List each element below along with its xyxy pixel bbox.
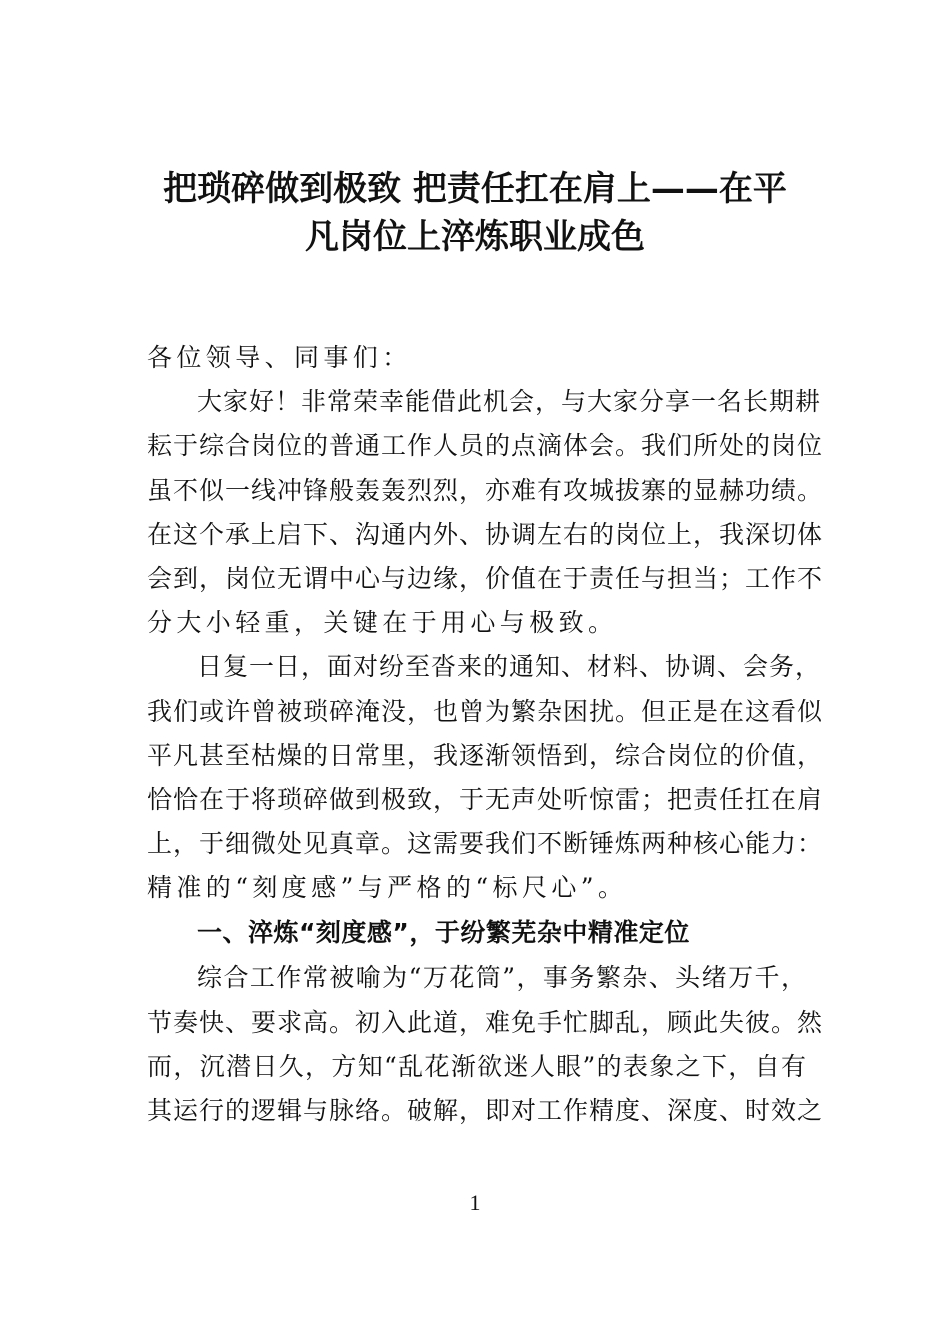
- text-line: 精准的“刻度感”与严格的“标尺心”。: [147, 873, 628, 903]
- section-heading: 一、淬炼“刻度感”，于纷繁芜杂中精准定位: [197, 918, 690, 948]
- text-line: 分大小轻重，关键在于用心与极致。: [147, 608, 618, 638]
- text-line: 在这个承上启下、沟通内外、协调左右的岗位上，我深切体: [147, 519, 824, 549]
- text-line: 其运行的逻辑与脉络。破解，即对工作精度、深度、时效之: [147, 1096, 824, 1125]
- text-line: 会到，岗位无谓中心与边缘，价值在于责任与担当；工作不: [147, 563, 824, 593]
- text-line: 我们或许曾被琐碎淹没，也曾为繁杂困扰。但正是在这看似: [147, 696, 824, 726]
- page-number: 1: [469, 1190, 481, 1215]
- text-line: 节奏快、要求高。初入此道，难免手忙脚乱，顾此失彼。然: [147, 1007, 824, 1037]
- document-body: [147, 336, 824, 1133]
- text-line: 大家好！非常荣幸能借此机会，与大家分享一名长期耕: [197, 387, 822, 417]
- text-line: 各位领导、同事们：: [147, 343, 412, 372]
- document-title-line-2: 凡岗位上淬炼职业成色: [305, 217, 645, 257]
- document-title-line-1: 把琐碎做到极致 把责任扛在肩上——在平: [163, 169, 787, 209]
- text-line: 平凡甚至枯燥的日常里，我逐渐领悟到，综合岗位的价值，: [147, 740, 824, 770]
- text-line: 恰恰在于将琐碎做到极致，于无声处听惊雷；把责任扛在肩: [147, 784, 824, 814]
- text-line: 上，于细微处见真章。这需要我们不断锤炼两种核心能力：: [147, 829, 824, 859]
- text-line: 综合工作常被喻为“万花筒”，事务繁杂、头绪万千，: [197, 963, 807, 993]
- text-line: 耘于综合岗位的普通工作人员的点滴体会。我们所处的岗位: [147, 431, 824, 461]
- text-line: 日复一日，面对纷至沓来的通知、材料、协调、会务，: [197, 652, 822, 682]
- text-line: 虽不似一线冲锋般轰轰烈烈，亦难有攻城拔寨的显赫功绩。: [147, 475, 824, 505]
- text-line: 而，沉潜日久，方知“乱花渐欲迷人眼”的表象之下，自有: [147, 1051, 807, 1081]
